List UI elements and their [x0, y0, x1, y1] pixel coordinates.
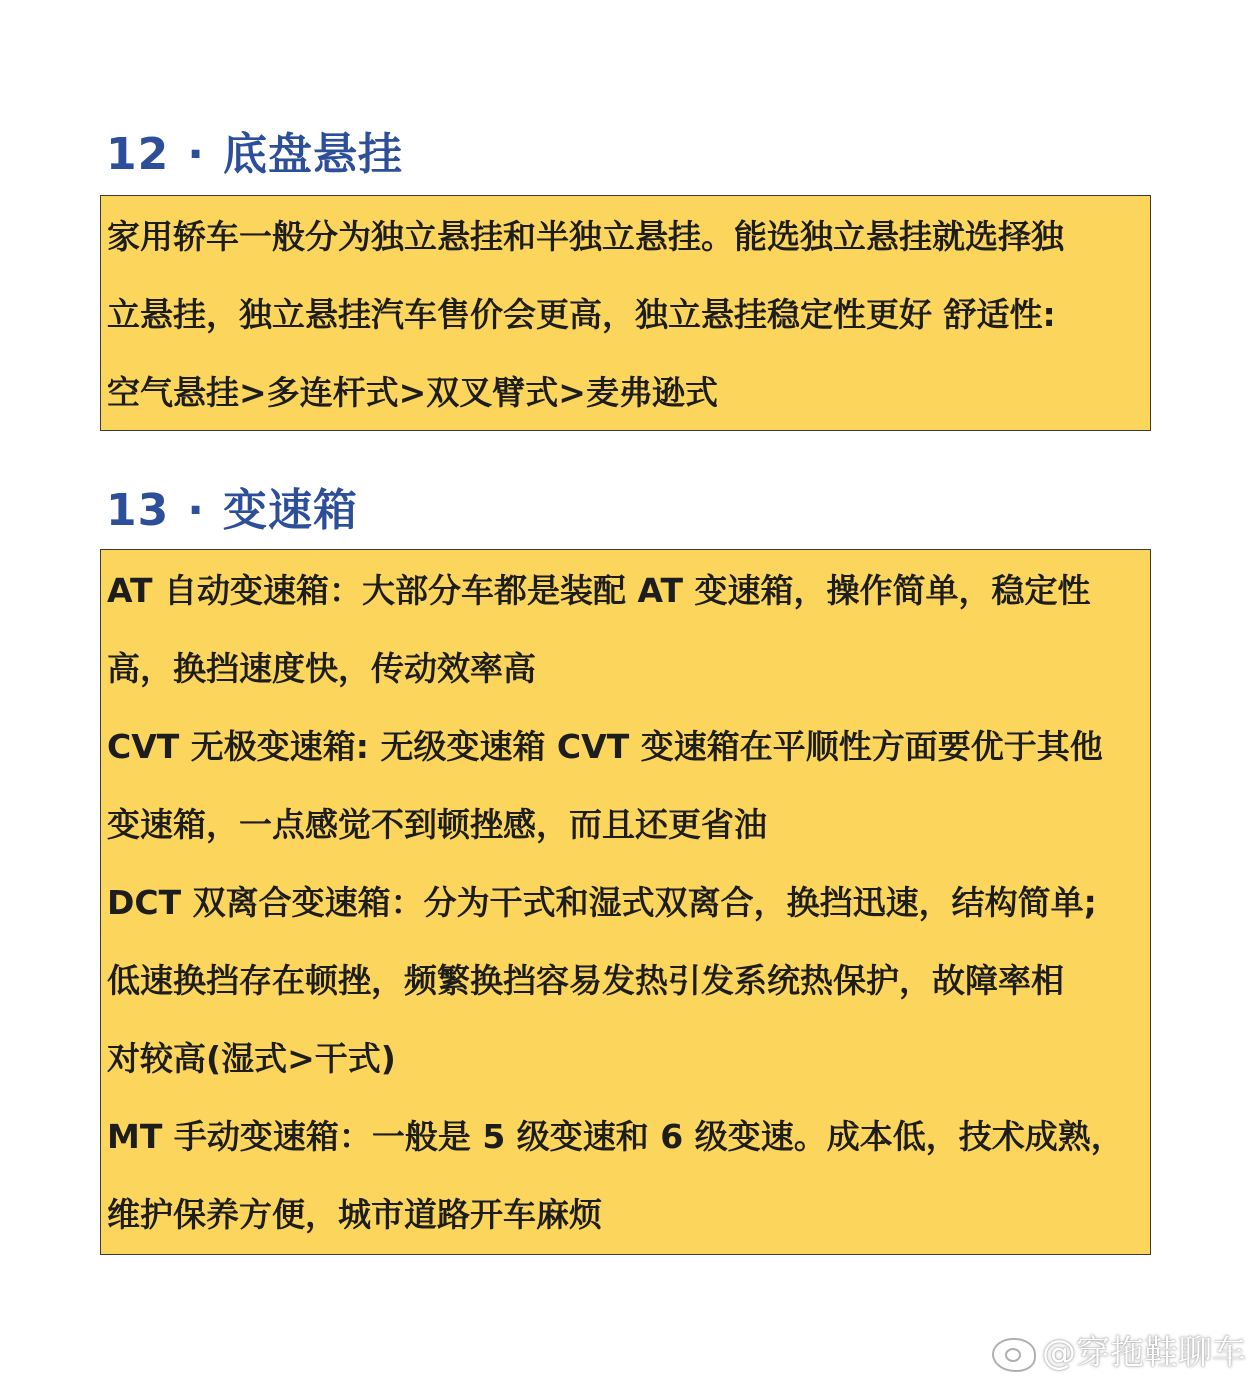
section-13-line: 对较高(湿式>干式) [107, 1039, 396, 1078]
section-13-heading: 变速箱 [222, 485, 358, 536]
section-13-line: 低速换挡存在顿挫，频繁换挡容易发热引发系统热保护，故障率相 [107, 961, 1064, 1000]
weibo-icon [992, 1338, 1036, 1372]
section-13-number: 13 [106, 485, 170, 536]
section-12-dot: · [187, 129, 205, 180]
section-13-line: DCT 双离合变速箱：分为干式和湿式双离合，换挡迅速，结构简单; [107, 883, 1097, 922]
section-12-line: 家用轿车一般分为独立悬挂和半独立悬挂。能选独立悬挂就选择独 [107, 217, 1064, 256]
section-13-line: 维护保养方便，城市道路开车麻烦 [107, 1195, 602, 1234]
section-12-heading: 底盘悬挂 [222, 129, 403, 180]
section-13-dot: · [187, 485, 205, 536]
section-12-line: 立悬挂，独立悬挂汽车售价会更高，独立悬挂稳定性更好 舒适性: [107, 295, 1056, 334]
section-13-box [100, 549, 1151, 1255]
section-13-title [106, 485, 358, 536]
section-12-line: 空气悬挂>多连杆式>双叉臂式>麦弗逊式 [107, 373, 718, 412]
watermark [992, 1325, 1246, 1374]
section-13-line: 变速箱，一点感觉不到顿挫感，而且还更省油 [107, 805, 767, 844]
section-13-line: 高，换挡速度快，传动效率高 [107, 649, 536, 688]
section-13-line: AT 自动变速箱：大部分车都是装配 AT 变速箱，操作简单，稳定性 [107, 571, 1091, 610]
section-13-line: CVT 无极变速箱: 无级变速箱 CVT 变速箱在平顺性方面要优于其他 [107, 727, 1103, 766]
section-12-number: 12 [106, 129, 170, 180]
section-12-title [106, 129, 403, 180]
section-13-line: MT 手动变速箱：一般是 5 级变速和 6 级变速。成本低，技术成熟， [107, 1117, 1124, 1156]
section-12-box [100, 195, 1151, 431]
watermark-text: @穿拖鞋聊车 [1042, 1333, 1246, 1373]
